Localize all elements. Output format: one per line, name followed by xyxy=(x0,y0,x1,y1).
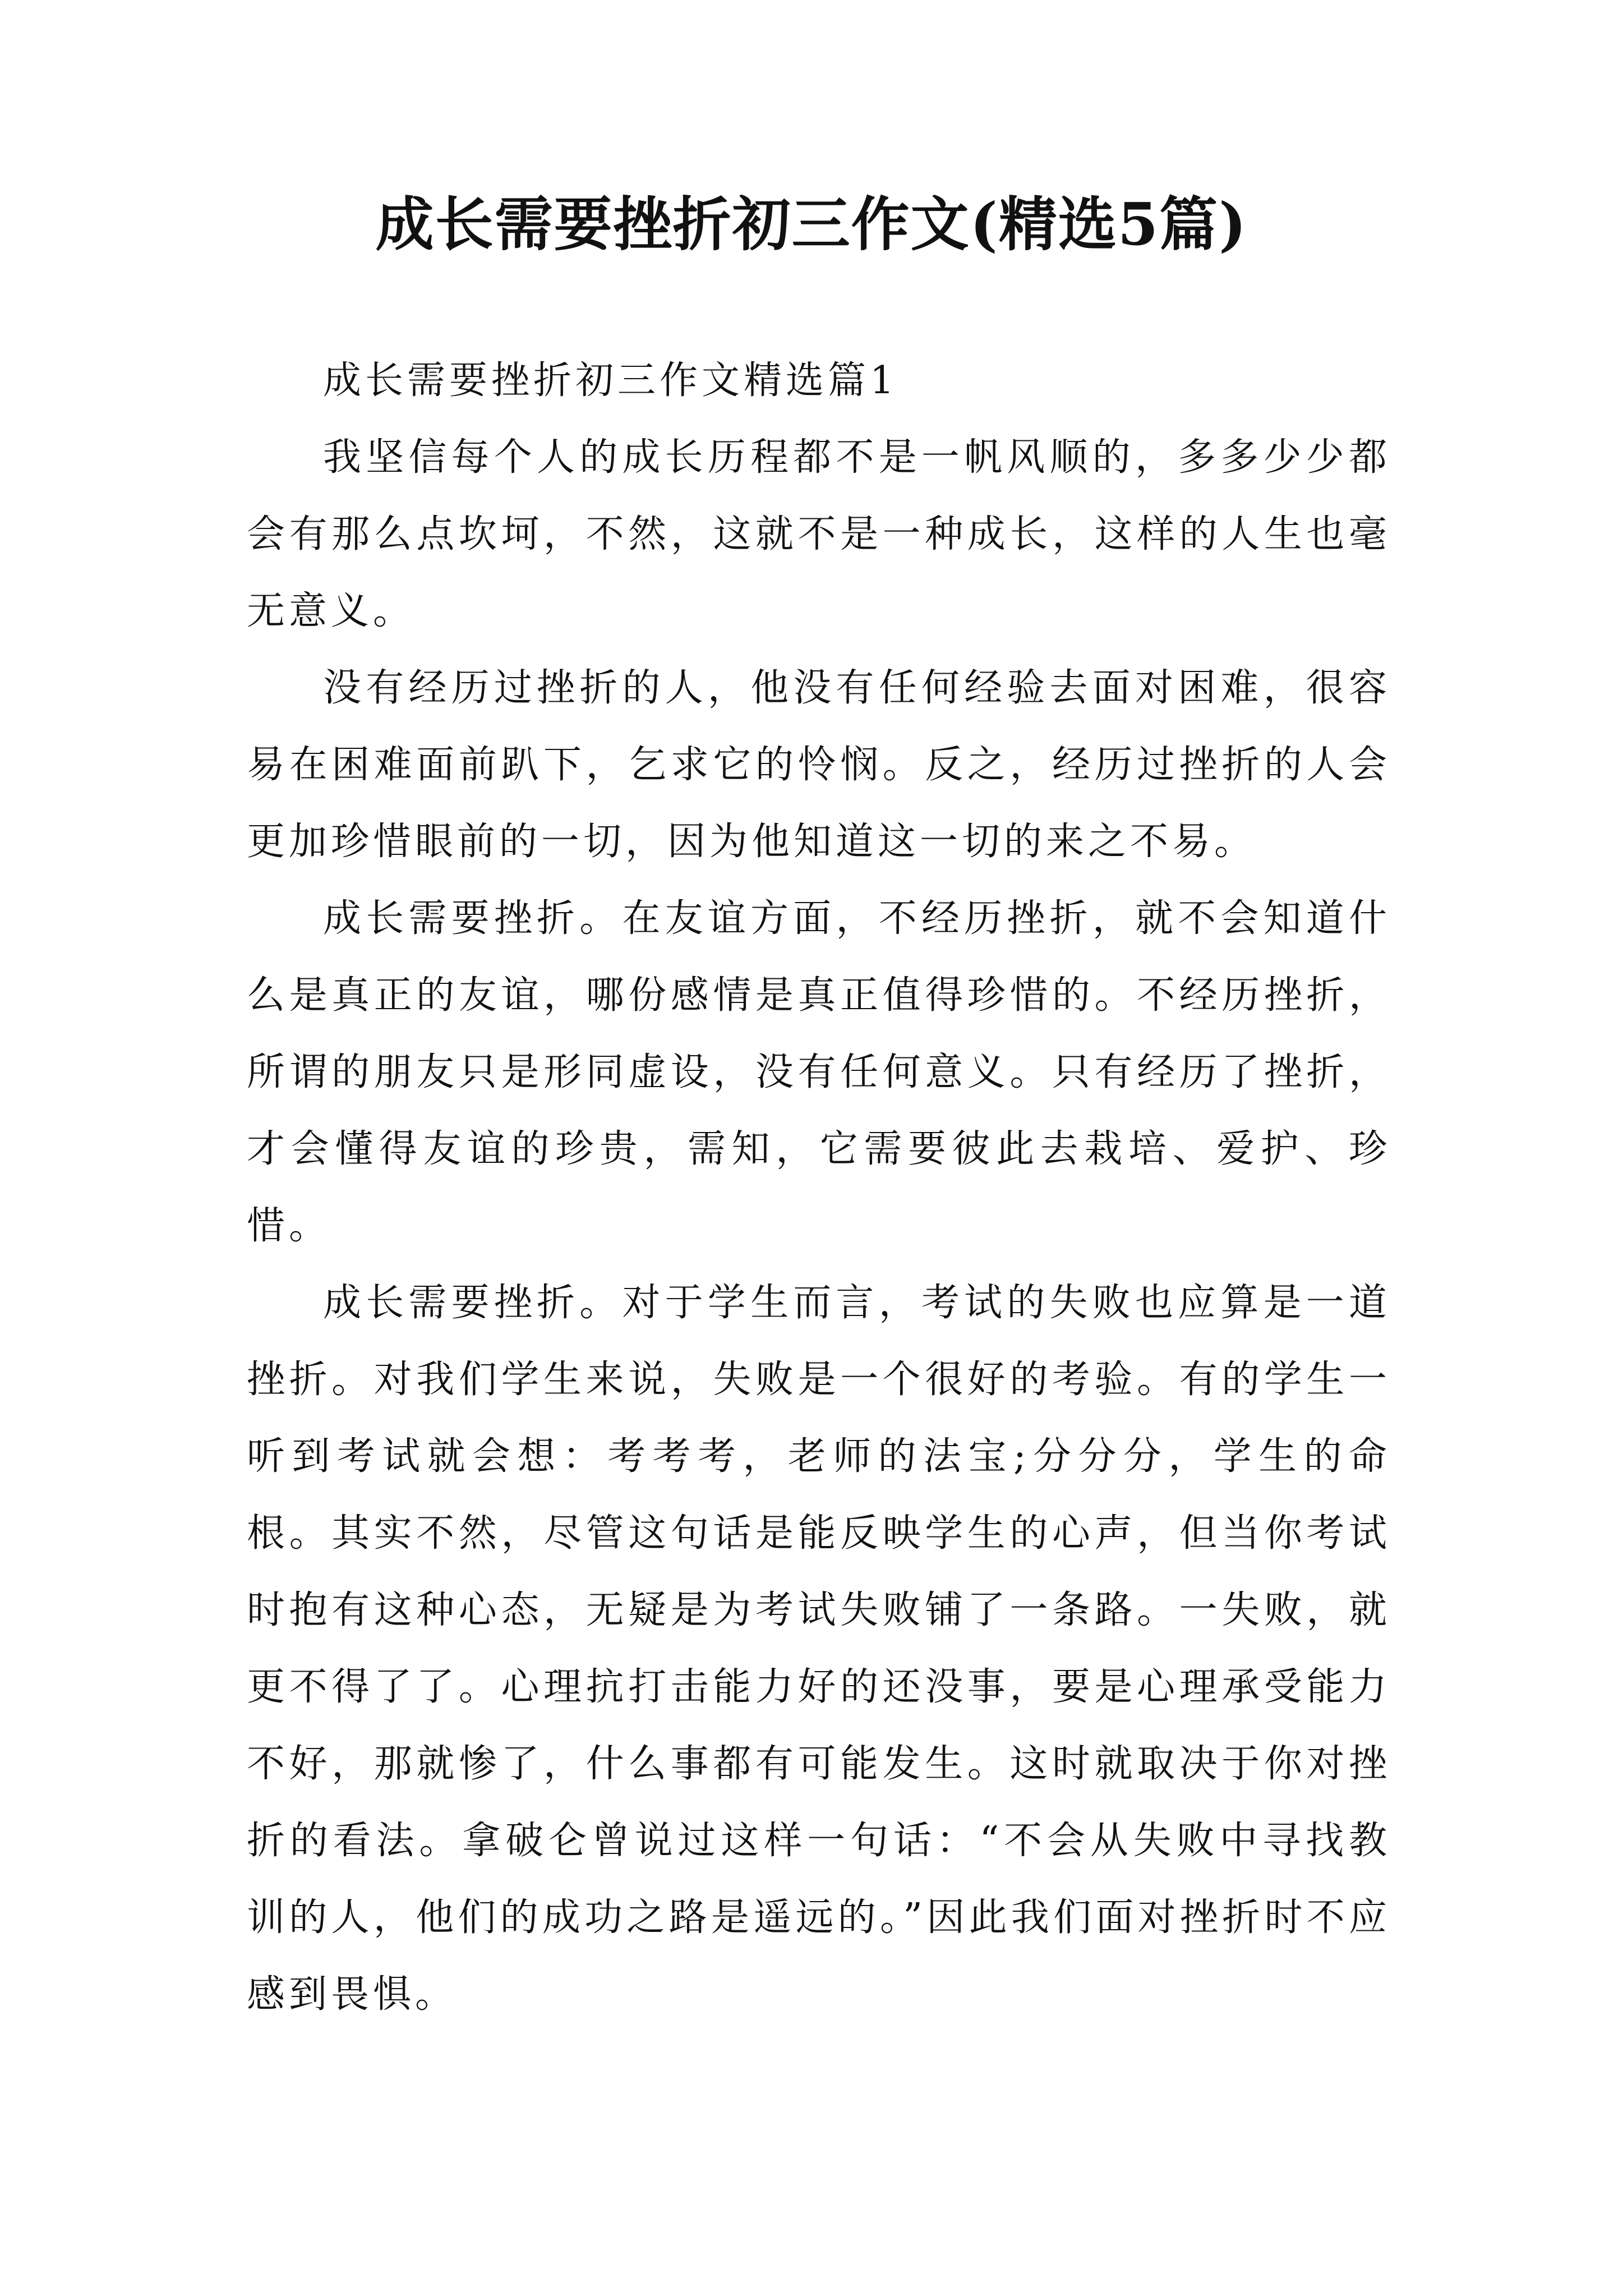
section-heading: 成长需要挫折初三作文精选篇1 xyxy=(323,358,898,403)
document-body xyxy=(247,342,1391,2033)
paragraph-4: 成长需要挫折。对于学生而言，考试的失败也应算是一道挫折。对我们学生来说，失败是一个很好的考验。有的学生一听到考试就会想：考考考，老师的法宝;分分分，学生的命根。其实不然，尽管这句话是能反映学生的心声，但当你考试时抱有这种心态，无疑是为考试失败铺了一条路。一失败，就更不得了了。心理抗打击能力好的还没事，要是心理承受能力不好，那就惨了，什么事都有可能发生。这时就取决于你对挫折的看法。拿破仑曾说过这样一句话：“不会从失败中寻找教训的人，他们的成功之路是遥远的。”因此我们面对挫折时不应感到畏惧。 xyxy=(247,1281,1391,2017)
paragraph-3: 成长需要挫折。在友谊方面，不经历挫折，就不会知道什么是真正的友谊，哪份感情是真正值得珍惜的。不经历挫折，所谓的朋友只是形同虚设，没有任何意义。只有经历了挫折，才会懂得友谊的珍贵，需知，它需要彼此去栽培、爱护、珍惜。 xyxy=(247,896,1391,1248)
paragraph-2: 没有经历过挫折的人，他没有任何经验去面对困难，很容易在困难面前趴下，乞求它的怜悯。反之，经历过挫折的人会更加珍惜眼前的一切，因为他知道这一切的来之不易。 xyxy=(247,666,1391,864)
document-title: 成长需要挫折初三作文(精选5篇) xyxy=(375,190,1248,259)
paragraph-1: 我坚信每个人的成长历程都不是一帆风顺的，多多少少都会有那么点坎坷，不然，这就不是一种成长，这样的人生也毫无意义。 xyxy=(247,435,1391,633)
